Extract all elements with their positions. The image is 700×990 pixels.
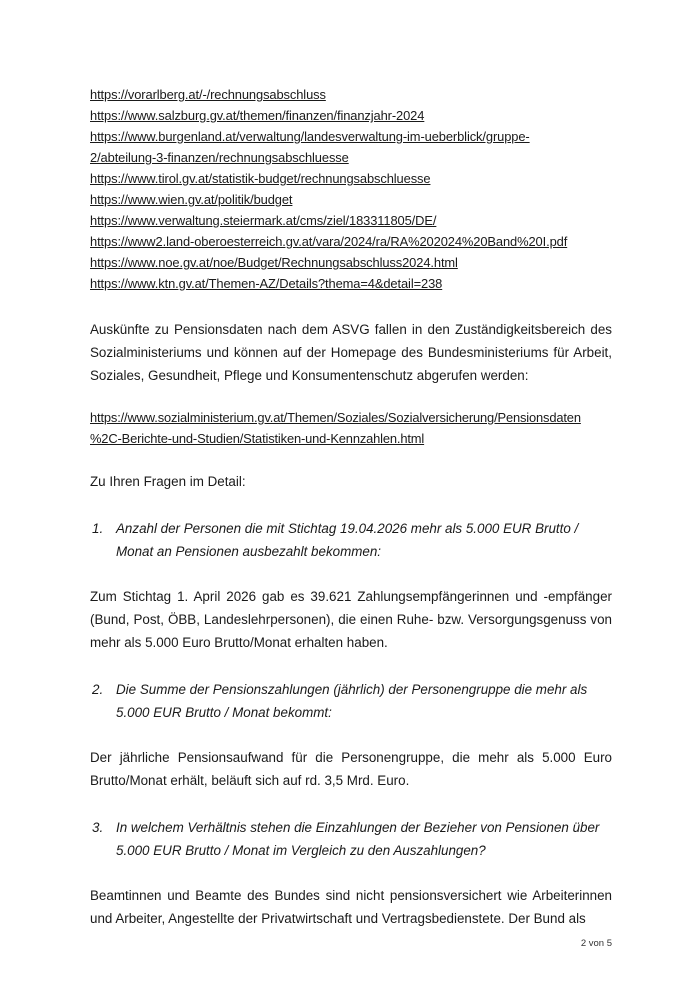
question-3-text: In welchem Verhältnis stehen die Einzahlungen der Bezieher von Pensionen über 5.000 EUR Brutto / Monat im Vergleich zu den Auszahlungen? [116,820,600,858]
answer-3: Beamtinnen und Beamte des Bundes sind nicht pensionsversichert wie Arbeiterinnen und Arbeiter, Angestellte der Privatwirtschaft und Vertragsbedienstete. Der Bund als [90,888,612,926]
ministry-link-line2[interactable]: %2C-Berichte-und-Studien/Statistiken-und-Kennzahlen.html [90,431,425,446]
link-burgenland-part1[interactable]: https://www.burgenland.at/verwaltung/landesverwaltung-im-ueberblick/gruppe- [90,129,530,144]
document-page [90,84,612,930]
link-tirol[interactable]: https://www.tirol.gv.at/statistik-budget/rechnungsabschluesse [90,171,431,186]
link-list [90,84,612,294]
question-2 [90,678,612,724]
question-2-text: Die Summe der Pensionszahlungen (jährlich) der Personengruppe die mehr als 5.000 EUR Brutto / Monat bekommt: [116,682,588,720]
details-heading: Zu Ihren Fragen im Detail: [90,474,246,489]
link-vorarlberg[interactable]: https://vorarlberg.at/-/rechnungsabschluss [90,87,326,102]
answer-2: Der jährliche Pensionsaufwand für die Personengruppe, die mehr als 5.000 Euro Brutto/Monat erhält, beläuft sich auf rd. 3,5 Mrd. Euro. [90,750,612,788]
ministry-link-line1[interactable]: https://www.sozialministerium.gv.at/Themen/Soziales/Sozialversicherung/Pensionsdaten [90,410,581,425]
link-salzburg[interactable]: https://www.salzburg.gv.at/themen/finanzen/finanzjahr-2024 [90,108,425,123]
question-3 [90,816,612,862]
question-1-text: Anzahl der Personen die mit Stichtag 19.04.2026 mehr als 5.000 EUR Brutto / Monat an Pensionen ausbezahlt bekommen: [116,521,579,559]
question-1 [90,517,612,563]
question-1-number: 1. [92,521,104,536]
link-wien[interactable]: https://www.wien.gv.at/politik/budget [90,192,293,207]
ministry-link [90,407,612,449]
link-oberoesterreich[interactable]: https://www2.land-oberoesterreich.gv.at/vara/2024/ra/RA%202024%20Band%20I.pdf [90,234,568,249]
page-number: 2 von 5 [580,938,612,949]
question-2-number: 2. [92,682,104,697]
link-kaernten[interactable]: https://www.ktn.gv.at/Themen-AZ/Details?thema=4&detail=238 [90,276,443,291]
intro-paragraph: Auskünfte zu Pensionsdaten nach dem ASVG fallen in den Zuständigkeitsbereich des Sozialministeriums und können auf der Homepage des Bundesministeriums für Arbeit, Soziales, Gesundheit, Pflege und Konsumentenschutz abgerufen werden: [90,322,612,383]
link-burgenland-part2[interactable]: 2/abteilung-3-finanzen/rechnungsabschluesse [90,150,349,165]
link-steiermark[interactable]: https://www.verwaltung.steiermark.at/cms/ziel/183311805/DE/ [90,213,437,228]
question-3-number: 3. [92,820,104,835]
answer-1: Zum Stichtag 1. April 2026 gab es 39.621 Zahlungsempfängerinnen und -empfänger (Bund, Post, ÖBB, Landeslehrpersonen), die einen Ruhe- bzw. Versorgungsgenuss von mehr als 5.000 Euro Brutto/Monat erhalten haben. [90,589,612,650]
link-niederoesterreich[interactable]: https://www.noe.gv.at/noe/Budget/Rechnungsabschluss2024.html [90,255,458,270]
